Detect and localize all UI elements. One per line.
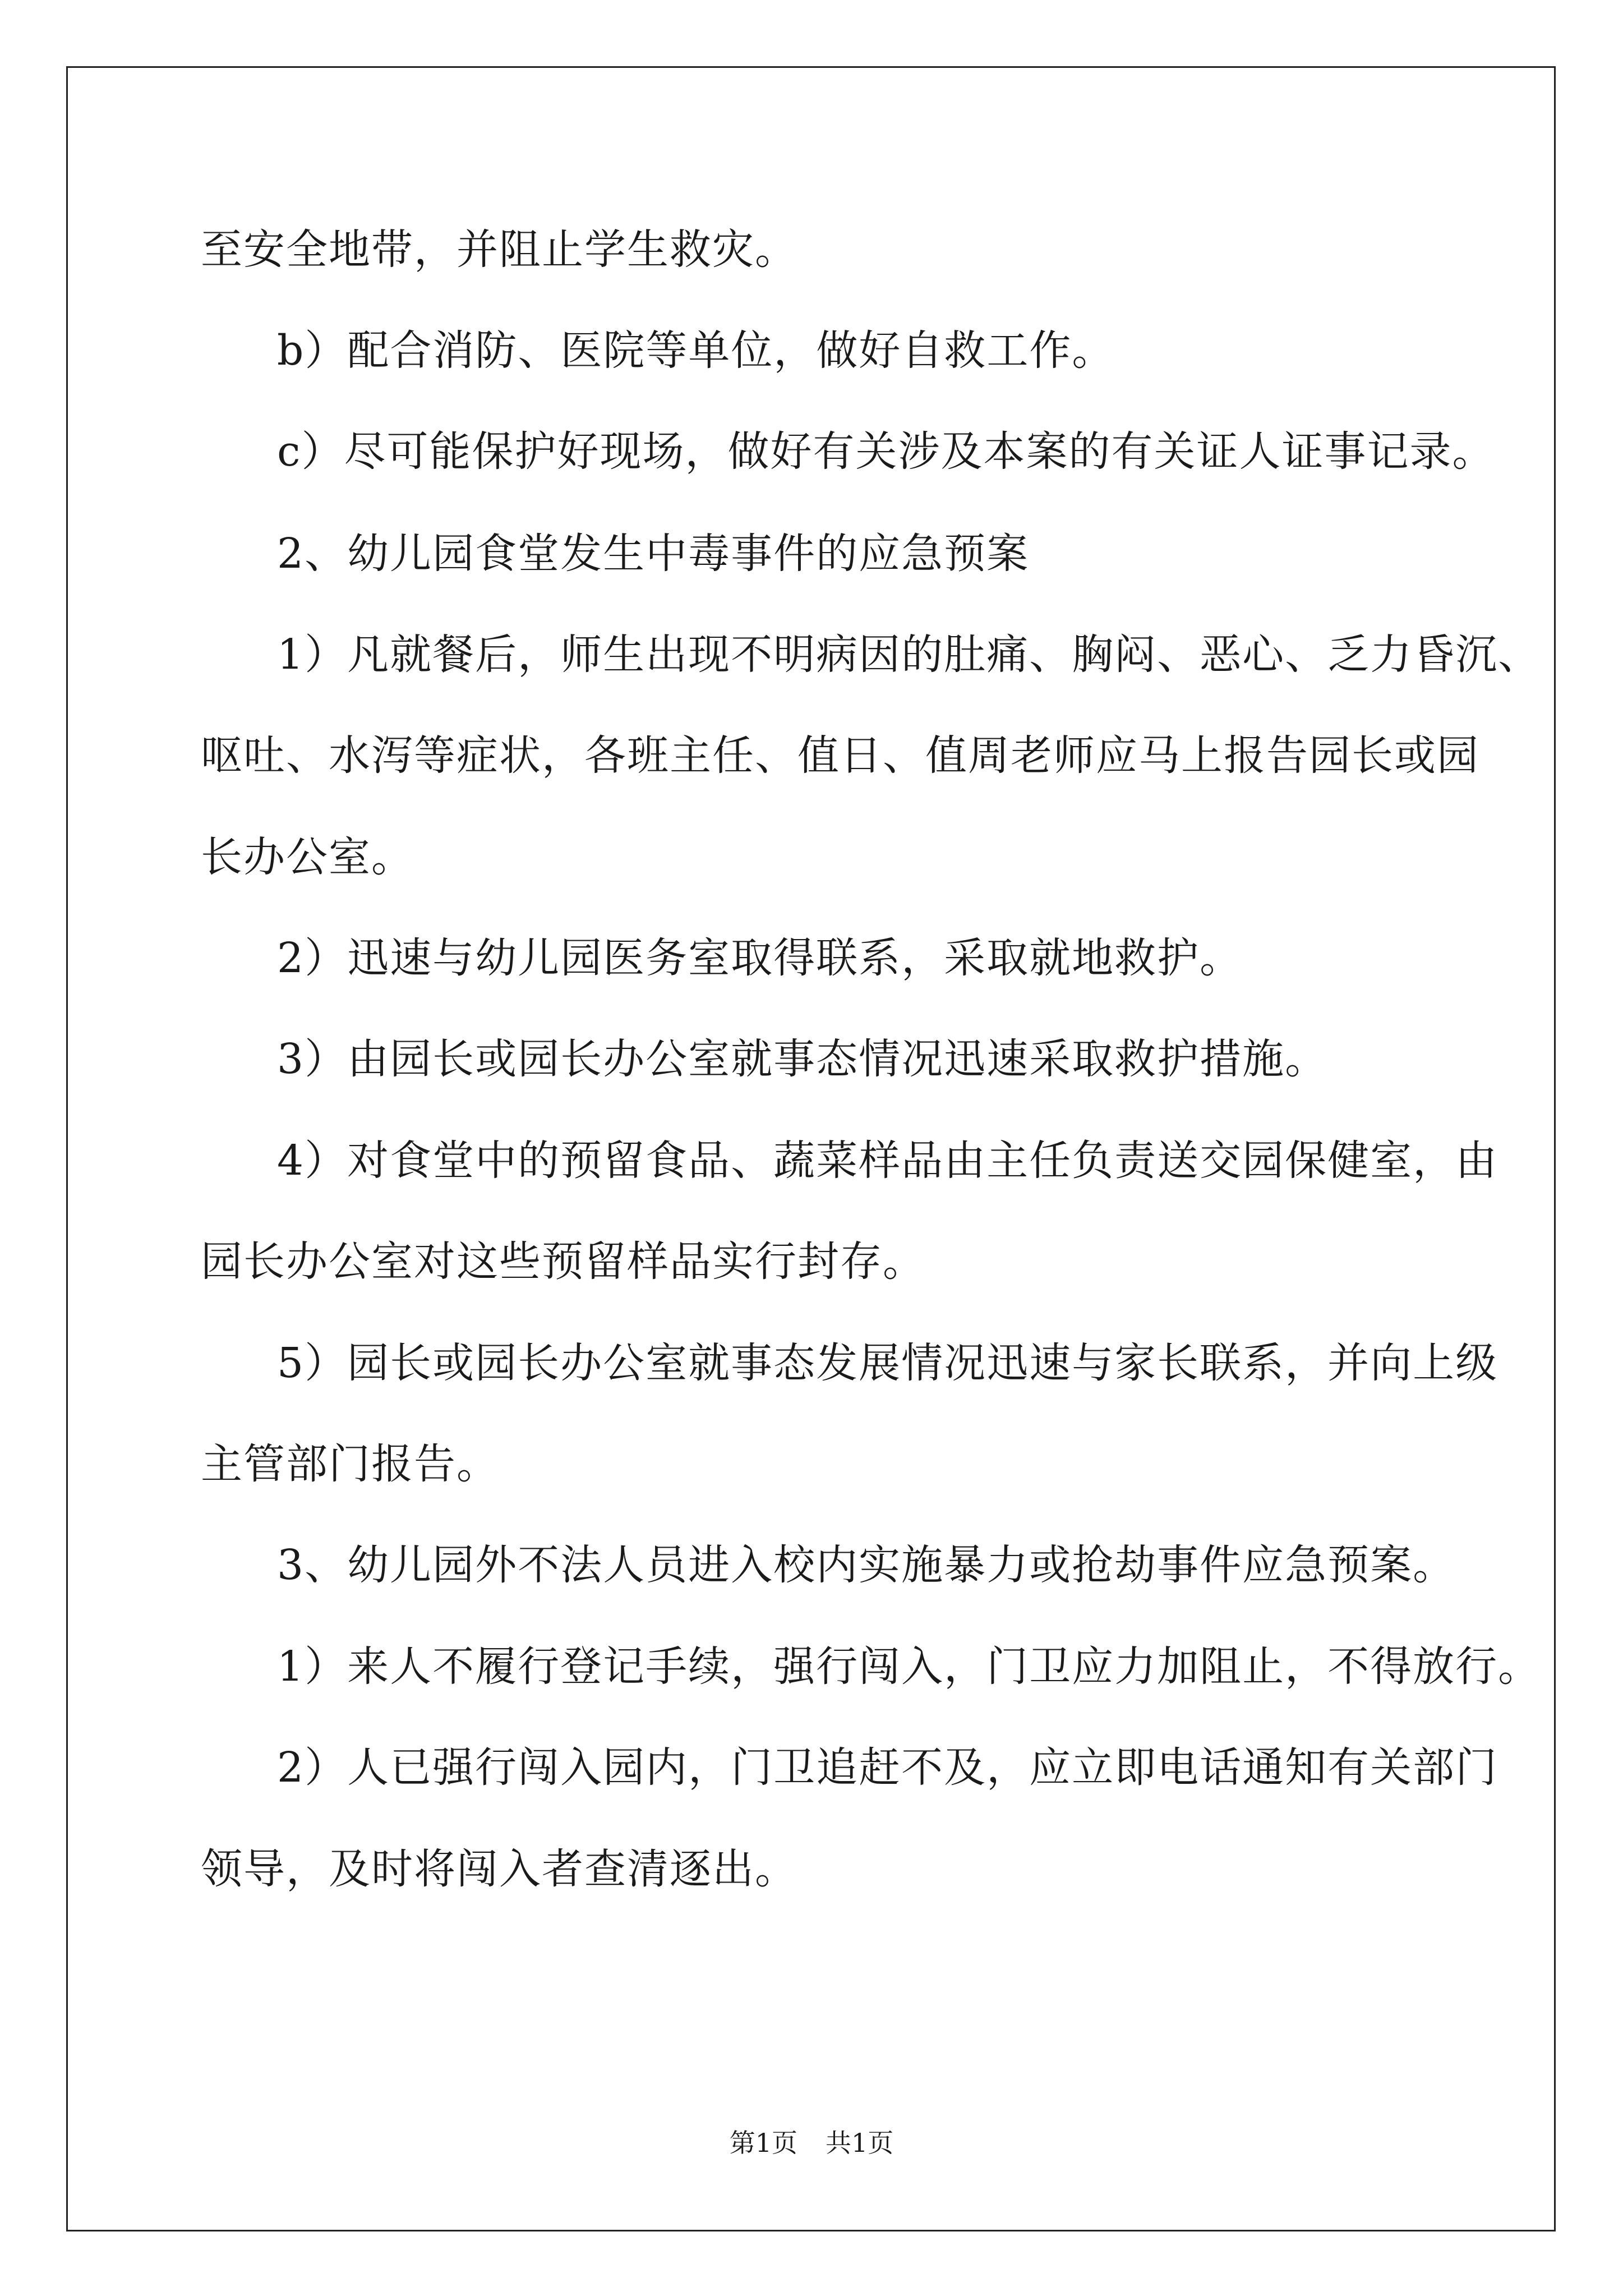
page-number-total: 共1页 [826, 2128, 894, 2158]
page-footer [0, 2126, 1623, 2160]
text-line: c）尽可能保护好现场，做好有关涉及本案的有关证人证事记录。 [277, 427, 1495, 476]
section-heading: 3、幼儿园外不法人员进入校内实施暴力或抢劫事件应急预案。 [277, 1541, 1456, 1589]
text-line: b）配合消防、医院等单位，做好自救工作。 [277, 326, 1115, 375]
section-heading: 2、幼儿园食堂发生中毒事件的应急预案 [277, 530, 1030, 578]
text-line: 1）来人不履行登记手续，强行闯入，门卫应力加阻止，不得放行。 [277, 1642, 1541, 1691]
text-line: 4）对食堂中的预留食品、蔬菜样品由主任负责送交园保健室，由 [277, 1137, 1498, 1185]
text-line: 长办公室。 [201, 833, 414, 881]
page-number-current: 第1页 [729, 2128, 797, 2158]
text-line: 呕吐、水泻等症状，各班主任、值日、值周老师应马上报告园长或园 [201, 731, 1479, 780]
text-line: 主管部门报告。 [201, 1440, 499, 1488]
text-line: 至安全地带，并阻止学生救灾。 [201, 226, 797, 274]
text-line: 3）由园长或园长办公室就事态情况迅速采取救护措施。 [277, 1035, 1328, 1083]
text-line: 5）园长或园长办公室就事态发展情况迅速与家长联系，并向上级 [277, 1339, 1498, 1387]
text-line: 1）凡就餐后，师生出现不明病因的肚痛、胸闷、恶心、乏力昏沉、 [277, 631, 1541, 679]
text-line: 2）迅速与幼儿园医务室取得联系，采取就地救护。 [277, 934, 1243, 982]
text-line: 2）人已强行闯入园内，门卫追赶不及，应立即电话通知有关部门 [277, 1743, 1498, 1792]
text-line: 领导，及时将闯入者查清逐出。 [201, 1845, 797, 1893]
text-line: 园长办公室对这些预留样品实行封存。 [201, 1237, 925, 1286]
